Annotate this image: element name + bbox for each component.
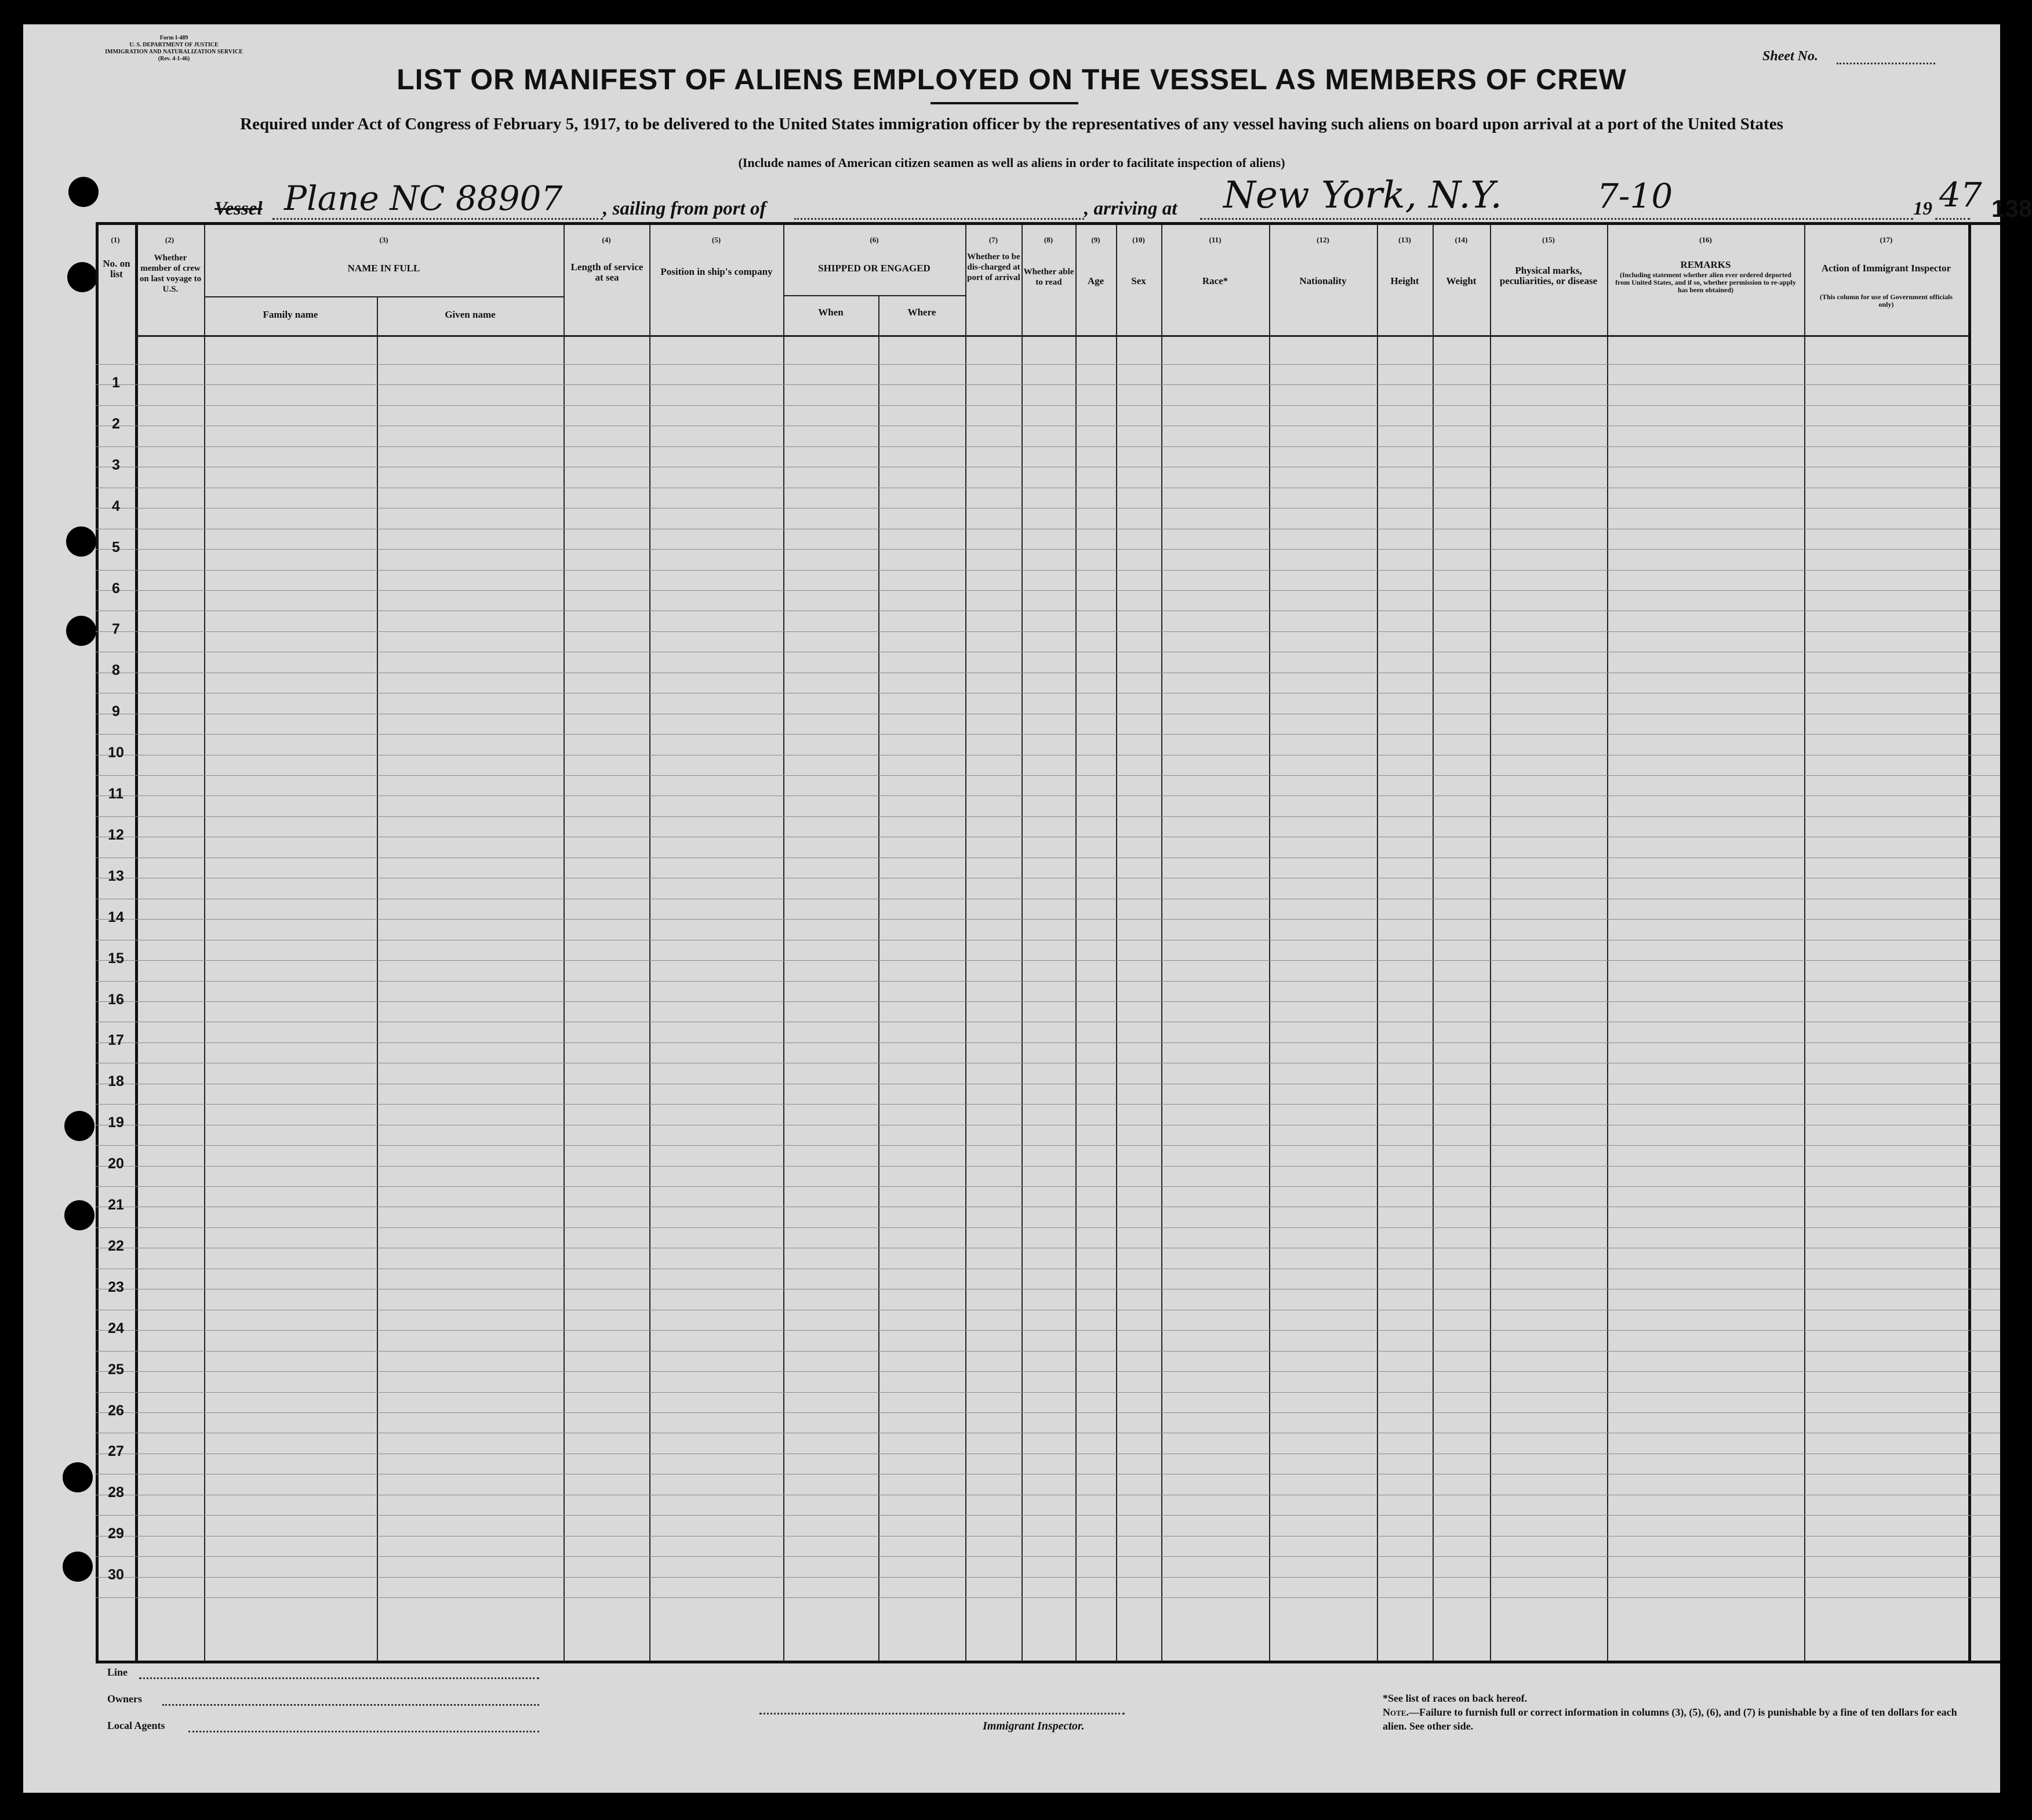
sailing-port-field[interactable] bbox=[794, 218, 1084, 220]
punch-hole bbox=[64, 1200, 94, 1230]
department-name: U. S. DEPARTMENT OF JUSTICE bbox=[129, 42, 219, 48]
header-weight: Weight bbox=[1446, 275, 1477, 286]
inspector-signature-field[interactable] bbox=[759, 1713, 1125, 1714]
line-label: Line bbox=[107, 1666, 128, 1678]
row-rule bbox=[96, 1104, 2000, 1105]
row-rule bbox=[96, 549, 2000, 550]
row-rule bbox=[96, 1577, 2000, 1578]
header-physical-marks: Physical marks, peculiarities, or disease bbox=[1499, 265, 1598, 286]
punch-hole bbox=[64, 1111, 94, 1141]
include-note: (Include names of American citizen seamen as well as aliens in order to facilitate inspection of aliens) bbox=[738, 155, 1285, 170]
col-3-number: (3) bbox=[379, 235, 388, 244]
row-rule bbox=[96, 590, 2000, 591]
vessel-label: Vessel bbox=[215, 198, 263, 219]
line-field[interactable] bbox=[139, 1677, 539, 1679]
manifest-sheet bbox=[23, 24, 2032, 1793]
row-number: 5 bbox=[112, 539, 120, 555]
row-number: 12 bbox=[108, 826, 124, 843]
col-13-number: (13) bbox=[1398, 235, 1411, 244]
punch-hole bbox=[63, 1552, 93, 1582]
row-rule bbox=[96, 1042, 2000, 1043]
arrival-date-value[interactable]: 7-10 bbox=[1597, 176, 1673, 216]
owners-field[interactable] bbox=[162, 1704, 539, 1706]
col-15-number: (15) bbox=[1542, 235, 1555, 244]
row-number: 13 bbox=[108, 867, 124, 884]
row-rule bbox=[96, 1227, 2000, 1228]
col-7-number: (7) bbox=[988, 235, 998, 244]
row-rule bbox=[96, 1556, 2000, 1557]
punch-hole bbox=[66, 526, 96, 557]
header-name-in-full: NAME IN FULL bbox=[347, 263, 420, 274]
revision-date: (Rev. 4-1-46) bbox=[158, 56, 190, 62]
row-number: 27 bbox=[108, 1443, 124, 1460]
col-17-number: (17) bbox=[1880, 235, 1893, 244]
row-number: 6 bbox=[112, 580, 120, 597]
vessel-field-line bbox=[272, 218, 603, 220]
row-number: 24 bbox=[108, 1320, 124, 1336]
local-agents-field[interactable] bbox=[188, 1731, 539, 1732]
sheet-number-label: Sheet No. bbox=[1762, 49, 1818, 64]
header-nationality: Nationality bbox=[1299, 275, 1347, 286]
footer-notes bbox=[1383, 1691, 1962, 1733]
row-rule bbox=[96, 1597, 2000, 1598]
races-note: *See list of races on back hereof. bbox=[1383, 1692, 1528, 1704]
header-shipped-or-engaged: SHIPPED OR ENGAGED bbox=[818, 263, 930, 274]
punch-hole bbox=[68, 177, 99, 207]
row-number: 29 bbox=[108, 1525, 124, 1542]
local-agents-label: Local Agents bbox=[107, 1720, 165, 1731]
header-age: Age bbox=[1087, 275, 1104, 286]
punch-hole bbox=[66, 616, 96, 646]
col-4-number: (4) bbox=[602, 235, 611, 244]
sailing-label: , sailing from port of bbox=[603, 198, 766, 219]
row-rule bbox=[96, 631, 2000, 632]
col-10-number: (10) bbox=[1132, 235, 1145, 244]
inspector-label: Immigrant Inspector. bbox=[983, 1720, 1085, 1732]
row-number: 8 bbox=[112, 662, 120, 679]
stamp-number: 138 bbox=[1991, 195, 2032, 222]
row-number: 15 bbox=[108, 950, 124, 967]
row-rule bbox=[96, 1330, 2000, 1331]
arriving-field-line bbox=[1200, 218, 1913, 220]
row-rule bbox=[96, 1515, 2000, 1516]
form-title: LIST OR MANIFEST OF ALIENS EMPLOYED ON THE VESSEL AS MEMBERS OF CREW bbox=[397, 63, 1627, 96]
header-length-of-service: Length of service at sea bbox=[570, 261, 644, 283]
row-rule bbox=[96, 981, 2000, 982]
header-inspector-note: (This column for use of Government officials only) bbox=[1819, 293, 1953, 308]
row-number: 16 bbox=[108, 991, 124, 1008]
header-member-last-voyage: Whether member of crew on last voyage to U.S. bbox=[139, 253, 202, 294]
header-family-name: Family name bbox=[263, 309, 318, 320]
row-rule bbox=[96, 570, 2000, 571]
row-rule bbox=[96, 795, 2000, 796]
row-number: 30 bbox=[108, 1567, 124, 1583]
header-discharged: Whether to be dis-charged at port of arrival bbox=[967, 252, 1020, 282]
row-rule bbox=[96, 1351, 2000, 1352]
owners-label: Owners bbox=[107, 1693, 142, 1705]
col-12-number: (12) bbox=[1317, 235, 1329, 244]
penalty-note: —Failure to furnish full or correct information in columns (3), (5), (6), and (7) is punishable by a fine of ten dollars for each alien. See other side. bbox=[1383, 1706, 1957, 1732]
year-field-line bbox=[1935, 218, 1970, 220]
col-2-number: (2) bbox=[165, 235, 175, 244]
row-number: 7 bbox=[112, 621, 120, 638]
vessel-row bbox=[215, 174, 2032, 223]
row-number: 3 bbox=[112, 456, 120, 473]
row-rule bbox=[96, 816, 2000, 817]
form-subtitle: Required under Act of Congress of February 5, 1917, to be delivered to the United States immigration officer by the representatives of any vessel having such aliens on board upon arrival at a port of the United States bbox=[240, 115, 1783, 133]
punch-hole bbox=[67, 262, 97, 292]
header-remarks: REMARKS bbox=[1680, 259, 1731, 270]
row-rule bbox=[96, 1186, 2000, 1187]
row-rule bbox=[96, 960, 2000, 961]
row-number: 17 bbox=[108, 1032, 124, 1049]
row-rule bbox=[96, 1371, 2000, 1372]
col-6-number: (6) bbox=[870, 235, 879, 244]
row-number: 19 bbox=[108, 1114, 124, 1131]
vessel-name-value[interactable]: Plane NC 88907 bbox=[284, 179, 563, 218]
col-9-number: (9) bbox=[1091, 235, 1100, 244]
row-number: 26 bbox=[108, 1402, 124, 1419]
row-rule bbox=[96, 1392, 2000, 1393]
header-given-name: Given name bbox=[445, 309, 496, 320]
header-able-to-read: Whether able to read bbox=[1023, 267, 1074, 287]
col-11-number: (11) bbox=[1209, 235, 1222, 244]
row-number: 1 bbox=[112, 375, 120, 391]
row-number: 10 bbox=[108, 744, 124, 761]
col-16-number: (16) bbox=[1699, 235, 1712, 244]
header-where: Where bbox=[907, 307, 936, 318]
crew-table bbox=[96, 222, 2000, 1663]
form-identifier bbox=[104, 35, 243, 63]
row-number: 18 bbox=[108, 1073, 124, 1090]
row-rule bbox=[96, 384, 2000, 385]
row-rule bbox=[96, 1166, 2000, 1167]
header-sex: Sex bbox=[1131, 275, 1146, 286]
title-underline bbox=[930, 102, 1078, 104]
row-number: 9 bbox=[112, 703, 120, 720]
row-number: 4 bbox=[112, 497, 120, 514]
row-number: 23 bbox=[108, 1278, 124, 1295]
row-rule bbox=[96, 364, 2000, 365]
note-prefix: Note. bbox=[1383, 1706, 1409, 1718]
year-prefix: 19 bbox=[1913, 198, 1932, 219]
row-number: 28 bbox=[108, 1484, 124, 1501]
row-number: 25 bbox=[108, 1361, 124, 1378]
year-value[interactable]: 47 bbox=[1939, 175, 1982, 215]
row-rule bbox=[96, 1001, 2000, 1002]
header-position: Position in ship's company bbox=[660, 266, 773, 277]
row-number: 22 bbox=[108, 1237, 124, 1254]
header-no-on-list: No. on list bbox=[103, 258, 130, 279]
arriving-port-value[interactable]: New York, N.Y. bbox=[1223, 174, 1502, 217]
header-height: Height bbox=[1390, 275, 1419, 286]
row-number: 20 bbox=[108, 1156, 124, 1172]
col-8-number: (8) bbox=[1044, 235, 1053, 244]
row-rule bbox=[96, 446, 2000, 447]
arriving-label: , arriving at bbox=[1084, 198, 1177, 219]
row-number: 21 bbox=[108, 1197, 124, 1213]
row-rule bbox=[96, 1412, 2000, 1413]
service-name: IMMIGRATION AND NATURALIZATION SERVICE bbox=[105, 49, 243, 55]
header-remarks-note: (Including statement whether alien ever ordered deported from United States, and if so, whether permission to re-apply has been obtained) bbox=[1615, 271, 1796, 294]
row-number: 11 bbox=[108, 786, 124, 802]
header-inspector-action: Action of Immigrant Inspector bbox=[1821, 263, 1951, 274]
row-number: 14 bbox=[108, 909, 124, 925]
row-rule bbox=[96, 919, 2000, 920]
header-race: Race* bbox=[1202, 275, 1228, 286]
col-5-number: (5) bbox=[711, 235, 721, 244]
punch-hole bbox=[63, 1462, 93, 1492]
row-rule bbox=[96, 775, 2000, 776]
form-number: Form I-489 bbox=[159, 35, 188, 41]
header-when: When bbox=[818, 307, 844, 318]
row-rule bbox=[96, 405, 2000, 406]
row-rule bbox=[96, 734, 2000, 735]
row-rule bbox=[96, 1145, 2000, 1146]
row-number: 2 bbox=[112, 415, 120, 432]
col-1-number: (1) bbox=[111, 235, 120, 244]
col-14-number: (14) bbox=[1455, 235, 1468, 244]
